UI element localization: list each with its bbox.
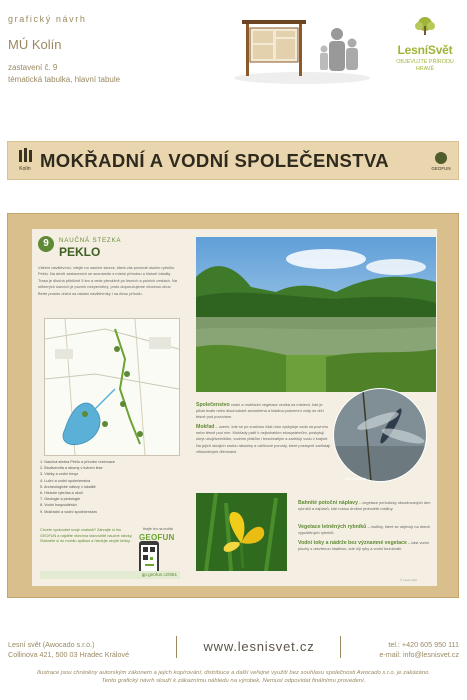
brand-tagline: OBJEVUJTE PŘÍRODU HRAVĚ — [396, 59, 454, 73]
paragraph-community: Společenstvo vodní a mokřadní vegetace vzniká na místech, kde je půda trvale nebo dlouhodobě zamokřená a hladina podzemní vody se drží těsně pod povrchem. — [196, 402, 324, 420]
geofun-logo: GEOFUN — [139, 533, 175, 542]
dragonfly-caption: šídlo královské — [345, 477, 367, 481]
legal-notice-preview: Tento grafický návrh slouží k zákaznímu náhledu na výrobek. Nemusí odpovídat finálnímu provedení. — [101, 678, 366, 684]
tree-icon — [410, 16, 440, 36]
paragraph-heading: Mokřad — [196, 424, 215, 430]
paragraph-wetland: Mokřad – území, kde se po značnou část roku vyskytuje voda na povrchu nebo těsně pod ním. Mokřady patří k nejbohatším ekosystémům, poskytují úkryt obojživelníkům, vodním ptákům i bezobratlým a zadržují vodu v krajině. Na jejich okrajích rostou rákosiny a ostřicové porosty, které postupně zarůstají vlhkomilnými dřevinami. — [196, 424, 331, 454]
footer-phone[interactable]: tel.: +420 605 950 111 — [388, 640, 459, 649]
paragraph-heading: Vodní toky a nádrže bez významné vegetace — [298, 540, 407, 546]
header-client: MÚ Kolín — [8, 37, 62, 52]
photo-credit: © Lesní svět — [400, 578, 417, 582]
legend-item: 1. Naučná stezka Peklo a přírodní rezervace — [40, 460, 115, 464]
paragraph-pond-vegetation: Vegetace letněných rybníků – rostliny, které se objevují na dnech vypuštěných rybníků. — [298, 524, 431, 536]
paragraph-heading: Bahnité potoční náplavy — [298, 500, 358, 506]
dragonfly-photo — [333, 386, 427, 484]
footer-divider — [340, 636, 341, 658]
yellow-iris-photo — [196, 493, 287, 571]
paragraph-muddy-banks: Bahnité potoční náplavy – vegetace periodicky obnažovaných den rybníků a náplavů, kde rostou drobné jednoleté rostliny. — [298, 500, 431, 512]
legend-item: 7. Geologie a pedologie — [40, 497, 81, 502]
intro-text: Vážení návštěvníci, vítejte na naučné stezce, která vás provede okolím rybníku Peklo. Na devíti zastaveních se seznámíte s místní přírodou a historií lokality. Trasa je dlouhá přibližně 5 km a vede převážně po lesních a polních cestách. Na některých úsecích je povrch nezpevněný, proto doporučujeme vhodnou obuv. Berte prosím ohled na ostatní návštěvníky i na živou přírodu. — [38, 265, 177, 296]
geofun-promo-text: Chcete vyzkoušet svoje znalosti? Zahrajte si hru GEOFUN a najděte všechna stanoviště naučné stezky. Stáhněte si do mobilu aplikaci a hledejte ukryté kešky. — [40, 528, 133, 544]
footer-email[interactable]: e-mail: info@lesnisvet.cz — [379, 650, 459, 659]
trail-name: PEKLO — [59, 245, 101, 259]
legend-item: 5. Archeologické nálezy v lokalitě — [40, 484, 96, 489]
partner-logo-text: GEOFUN — [431, 166, 451, 171]
legal-notice-copyright: Ilustrace jsou chráněny autorským zákonem a jejich kopírování, distribuce a další veřejné využití bez souhlasu společnosti Awocado s.r.o. je zakázáno. — [36, 670, 431, 676]
partner-logo-icon — [428, 150, 454, 172]
footer-address: Collinova 421, 500 03 Hradec Králové — [8, 650, 130, 659]
info-board-illustration — [232, 16, 372, 86]
trail-subtitle: NAUČNÁ STEZKA — [59, 237, 122, 244]
header-board-type: tématická tabulka, hlavní tabule — [8, 75, 121, 84]
brand-logo — [392, 16, 458, 74]
legend-item: 9. Mokřadní a vodní společenstva — [40, 509, 97, 514]
kolin-logo-text: Kolín — [19, 166, 31, 172]
paragraph-open-water: Vodní toky a nádrže bez významné vegetace – část vodní plochy s otevřenou hladinou, kde žijí ryby a vodní bezobratlí. — [298, 540, 429, 552]
footer-website-link[interactable]: www.lesnisvet.cz — [203, 639, 315, 654]
footer-divider — [176, 636, 177, 658]
legend-item: 4. Luční a vodní společenstva — [40, 478, 91, 483]
footer-company: Lesní svět (Awocado s.r.o.) — [8, 640, 95, 649]
legend-item: 8. Vodní hospodářství — [40, 503, 77, 508]
wetland-lake-photo — [196, 237, 436, 392]
geofun-play-label: Hrajte hru na mobilu — [142, 527, 174, 531]
paragraph-heading: Společenstvo — [196, 402, 230, 408]
paragraph-heading: Vegetace letněných rybníků — [298, 524, 367, 530]
legend-item: 6. Historie rybníka a okolí — [40, 491, 83, 496]
map-legend — [40, 459, 180, 515]
geofun-url[interactable]: gp.geofun.cz/651 — [40, 571, 180, 579]
header-design-label: grafický návrh — [8, 14, 87, 24]
header-stop-number: zastavení č. 9 — [8, 63, 58, 72]
trail-map — [44, 318, 180, 456]
legend-item: 2. Biodiverzita a stromy v lužním lese — [40, 466, 103, 471]
kolin-crest-icon — [14, 147, 36, 173]
stop-number-badge: 9 — [38, 236, 54, 252]
brand-name: LesníSvět — [397, 43, 453, 57]
page-title: MOKŘADNÍ A VODNÍ SPOLEČENSTVA — [40, 150, 390, 171]
legend-item: 3. Vážky a vodní hmyz — [40, 472, 79, 477]
